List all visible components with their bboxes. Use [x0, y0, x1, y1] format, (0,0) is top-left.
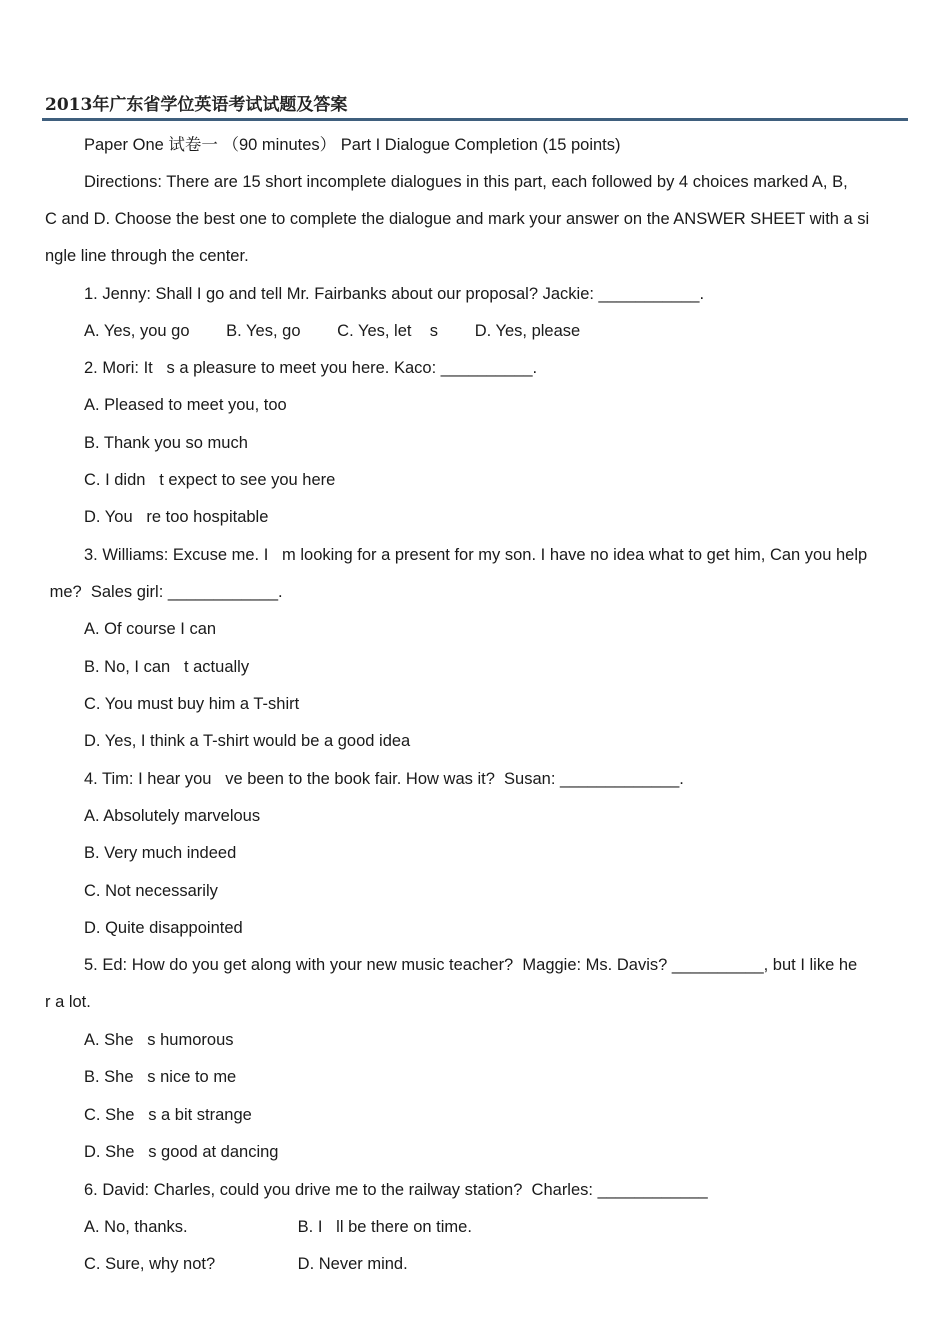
question-3: 3. Williams: Excuse me. I m looking for a present for my son. I have no idea what to get him, Can you help: [84, 546, 868, 564]
question-5-option-c: C. She s a bit strange: [84, 1106, 252, 1124]
question-5: 5. Ed: How do you get along with your new music teacher? Maggie: Ms. Davis? __________, but I like he: [84, 956, 858, 974]
question-4-option-a: A. Absolutely marvelous: [84, 807, 261, 825]
question-4-option-c: C. Not necessarily: [84, 882, 218, 900]
title-underline: [42, 118, 908, 121]
question-2-option-c: C. I didn t expect to see you here: [84, 471, 336, 489]
question-6: 6. David: Charles, could you drive me to the railway station? Charles: ____________: [84, 1181, 708, 1199]
question-3-option-c: C. You must buy him a T-shirt: [84, 695, 300, 713]
paper-heading: Paper One 试卷一 （90 minutes） Part I Dialogue Completion (15 points): [84, 136, 621, 154]
question-6-options-ab: A. No, thanks. B. I ll be there on time.: [84, 1218, 472, 1236]
question-5-option-d: D. She s good at dancing: [84, 1143, 279, 1161]
question-4-option-b: B. Very much indeed: [84, 844, 237, 862]
question-1-options: A. Yes, you go B. Yes, go C. Yes, let s D. Yes, please: [84, 322, 581, 340]
question-2: 2. Mori: It s a pleasure to meet you here. Kaco: __________.: [84, 359, 538, 377]
question-5-option-b: B. She s nice to me: [84, 1068, 237, 1086]
question-4: 4. Tim: I hear you ve been to the book fair. How was it? Susan: _____________.: [84, 770, 684, 788]
directions-line-1: Directions: There are 15 short incomplete dialogues in this part, each followed by 4 choices marked A, B,: [84, 173, 848, 191]
question-3-cont: me? Sales girl: ____________.: [45, 583, 283, 601]
question-2-option-d: D. You re too hospitable: [84, 508, 269, 526]
question-5-cont: r a lot.: [45, 993, 91, 1011]
question-2-option-b: B. Thank you so much: [84, 434, 248, 452]
directions-line-3: ngle line through the center.: [45, 247, 249, 265]
question-4-option-d: D. Quite disappointed: [84, 919, 243, 937]
question-3-option-a: A. Of course I can: [84, 620, 217, 638]
document-title: 2013年广东省学位英语考试试题及答案: [45, 95, 348, 115]
question-5-option-a: A. She s humorous: [84, 1031, 234, 1049]
question-2-option-a: A. Pleased to meet you, too: [84, 396, 287, 414]
directions-line-2: C and D. Choose the best one to complete the dialogue and mark your answer on the ANSWER SHEET with a si: [45, 210, 870, 228]
question-3-option-b: B. No, I can t actually: [84, 658, 250, 676]
question-3-option-d: D. Yes, I think a T-shirt would be a good idea: [84, 732, 411, 750]
question-1: 1. Jenny: Shall I go and tell Mr. Fairbanks about our proposal? Jackie: ___________.: [84, 285, 705, 303]
question-6-options-cd: C. Sure, why not? D. Never mind.: [84, 1255, 408, 1273]
